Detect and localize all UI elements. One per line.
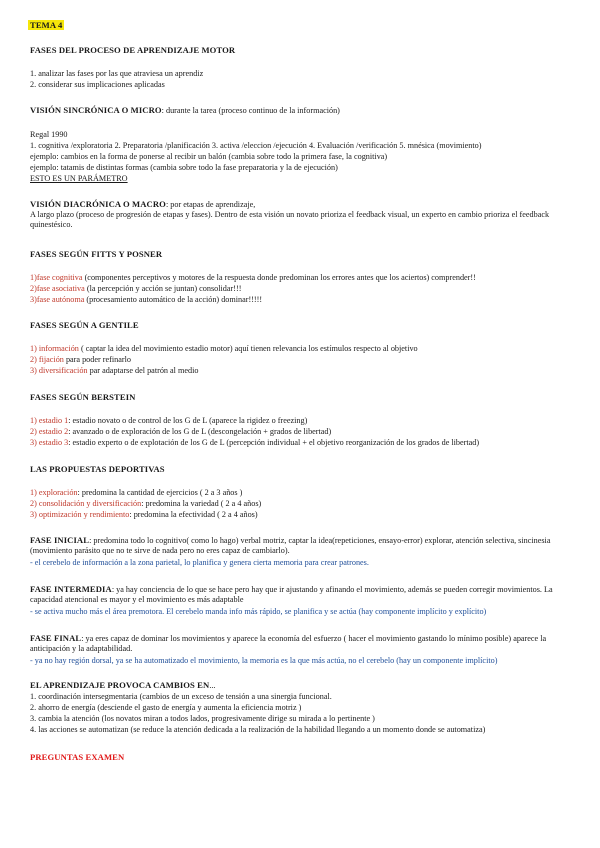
fase-final-title: FASE FINAL xyxy=(30,633,82,643)
fases-item-2: 2. considerar sus implicaciones aplicadas xyxy=(30,80,165,89)
sincronica-line xyxy=(30,105,340,116)
section-title-fases: FASES DEL PROCESO DE APRENDIZAJE MOTOR xyxy=(30,45,236,55)
fitts-term-2: fase asociativa xyxy=(36,284,85,293)
topic-title xyxy=(30,20,64,30)
regal-year: Regal 1990 xyxy=(30,130,68,139)
section-title-fitts: FASES SEGÚN FITTS Y POSNER xyxy=(30,249,163,259)
sincronica-title: VISIÓN SINCRÓNICA O MICRO xyxy=(30,105,162,115)
berstein-term-2: estadio 2 xyxy=(38,427,69,436)
fitts-item-3: 3)fase autónoma (procesamiento automático de la acción) dominar!!!!! xyxy=(30,295,263,304)
propuestas-term-2: consolidación y diversificación xyxy=(38,499,142,508)
fase-intermedia-body: FASE INTERMEDIA: ya hay conciencia de lo que se hace pero hay que ir ajustando y afinando el movimiento, además se pueden corregir movimientos. La capacidad atencional es mayor y el movimiento es más adaptable xyxy=(30,584,553,604)
regal-parameter: ESTO ES UN PARÁMETRO xyxy=(30,174,128,183)
section-title-gentile: FASES SEGÚN A GENTILE xyxy=(30,320,139,330)
fase-inicial-title: FASE INICIAL xyxy=(30,535,90,545)
fitts-term-3: fase autónoma xyxy=(36,295,85,304)
regal-example-1: ejemplo: cambios en la forma de ponerse al recibir un balón (cambia sobre todo la primera fase, la cognitiva) xyxy=(30,152,388,161)
gentile-term-1: información xyxy=(38,344,79,353)
fitts-term-1: fase cognitiva xyxy=(36,273,83,282)
fase-final-body: FASE FINAL: ya eres capaz de dominar los movimientos y aparece la economía del esfuerzo ( hacer el movimiento gastando lo mínimo posible) aparece la anticipación y la adaptabilidad. xyxy=(30,633,547,653)
propuestas-term-3: optimización y rendimiento xyxy=(38,510,130,519)
diacronica-line xyxy=(30,199,255,210)
provoca-title: EL APRENDIZAJE PROVOCA CAMBIOS EN xyxy=(30,680,210,690)
fitts-item-2: 2)fase asociativa (la percepción y acción se juntan) consolidar!!! xyxy=(30,284,242,293)
propuestas-item-1: 1) exploración: predomina la cantidad de ejercicios ( 2 a 3 años ) xyxy=(30,488,243,497)
provoca-item-4: 4. las acciones se automatizan (se reduce la atención dedicada a la realización de la habilidad llegando a un momento donde se automatiza) xyxy=(30,725,486,734)
fitts-item-1: 1)fase cognitiva (componentes perceptivos y motores de la respuesta donde predominan los errores antes que los aciertos) comprender!! xyxy=(30,273,476,282)
sincronica-rest: : durante la tarea (proceso continuo de la información) xyxy=(161,106,340,115)
topic-highlight: TEMA 4 xyxy=(30,20,63,30)
propuestas-item-3: 3) optimización y rendimiento: predomina la efectividad ( 2 a 4 años) xyxy=(30,510,258,519)
gentile-item-2: 2) fijación para poder refinarlo xyxy=(30,355,131,364)
regal-steps: 1. cognitiva /exploratoria 2. Preparatoria /planificación 3. activa /eleccion /ejecución 4. Evaluación /verificación 5. mnésica (movimiento) xyxy=(30,141,482,150)
diacronica-title: VISIÓN DIACRÓNICA O MACRO xyxy=(30,199,166,209)
provoca-item-2: 2. ahorro de energía (desciende el gasto de energía y aumenta la eficiencia motriz ) xyxy=(30,703,302,712)
section-title-propuestas: LAS PROPUESTAS DEPORTIVAS xyxy=(30,464,165,474)
diacronica-rest: : por etapas de aprendizaje, xyxy=(165,200,256,209)
berstein-item-2: 2) estadio 2: avanzado o de exploración de los G de L (descongelación + grados de libertad) xyxy=(30,427,332,436)
provoca-item-3: 3. cambia la atención (los novatos miran a todos lados, progresivamente dirige su mirada a lo pertinente ) xyxy=(30,714,375,723)
diacronica-body: A largo plazo (proceso de progresión de etapas y fases). Dentro de esta visión un novato prioriza el feedback visual, un experto en cambio prioriza el feedback quinestésico. xyxy=(30,210,550,229)
berstein-term-1: estadio 1 xyxy=(38,416,69,425)
berstein-item-1: 1) estadio 1: estadio novato o de control de los G de L (aparece la rigidez o freezing) xyxy=(30,416,308,425)
regal-example-2: ejemplo: tatamis de distintas formas (cambia sobre todo la fase preparatoria y la de ejecución) xyxy=(30,163,338,172)
gentile-term-2: fijación xyxy=(38,355,64,364)
berstein-item-3: 3) estadio 3: estadio experto o de explotación de los G de L (percepción individual + el objetivo reorganización de los grados de libertad) xyxy=(30,438,480,447)
fase-inicial-body: FASE INICIAL: predomina todo lo cognitivo( como lo hago) verbal motriz, captar la idea(repeticiones, ensayo-error) explorar, atención selectiva, sincinesia (movimiento parásito que no te sirve de nada pero no eres capaz de cambiarlo). xyxy=(30,535,551,555)
propuestas-term-1: exploración xyxy=(38,488,78,497)
berstein-term-3: estadio 3 xyxy=(38,438,69,447)
fase-final-note: - ya no hay región dorsal, ya se ha automatizado el movimiento, la memoria es la que más actúa, no el cerebelo (hay un componente implícito) xyxy=(30,656,498,665)
propuestas-item-2: 2) consolidación y diversificación: predomina la variedad ( 2 a 4 años) xyxy=(30,499,262,508)
section-title-berstein: FASES SEGÚN BERSTEIN xyxy=(30,392,136,402)
exam-questions-title: PREGUNTAS EXAMEN xyxy=(30,752,125,762)
gentile-item-1: 1) información ( captar la idea del movimiento estadio motor) aquí tienen relevancia los estímulos respecto al objetivo xyxy=(30,344,418,353)
provoca-heading: EL APRENDIZAJE PROVOCA CAMBIOS EN... xyxy=(30,680,216,690)
fase-intermedia-note: - se activa mucho más el área premotora. El cerebelo manda info más rápido, se planifica y se actúa (hay componente implícito y explícito) xyxy=(30,607,487,616)
fase-intermedia-title: FASE INTERMEDIA xyxy=(30,584,112,594)
provoca-item-1: 1. coordinación intersegmentaria (cambios de un exceso de tensión a una sinergia funcional. xyxy=(30,692,332,701)
fases-item-1: 1. analizar las fases por las que atraviesa un aprendiz xyxy=(30,69,204,78)
gentile-term-3: diversificación xyxy=(38,366,88,375)
gentile-item-3: 3) diversificación par adaptarse del patrón al medio xyxy=(30,366,199,375)
fase-inicial-note: - el cerebelo de información a la zona parietal, lo planifica y genera cierta memoria para crear patrones. xyxy=(30,558,369,567)
